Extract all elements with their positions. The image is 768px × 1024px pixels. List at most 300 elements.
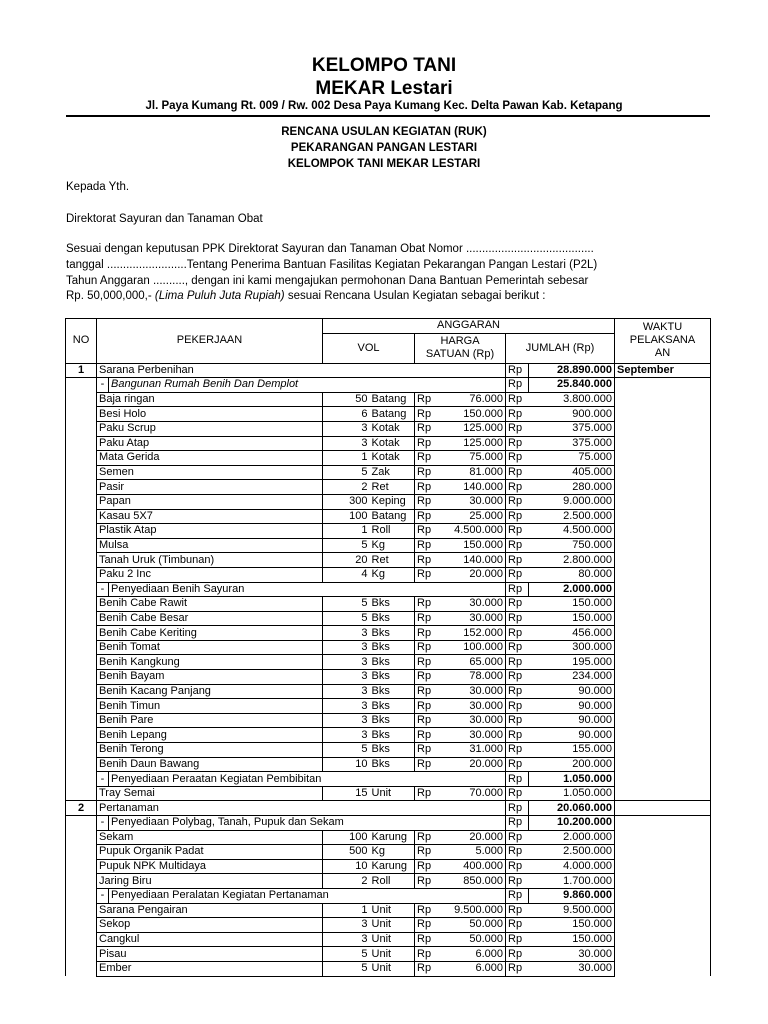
item-jumlah-rp: Rp (506, 757, 529, 772)
item-name: Benih Kacang Panjang (97, 684, 323, 699)
item-harga: 20.000 (438, 567, 506, 582)
item-vol: 5 (323, 465, 370, 480)
item-row (66, 757, 711, 772)
item-unit: Karung (370, 859, 415, 874)
item-jumlah-rp: Rp (506, 830, 529, 845)
item-harga-rp: Rp (415, 932, 438, 947)
item-harga-rp: Rp (415, 465, 438, 480)
para-closing: sesuai Rencana Usulan Kegiatan sebagai berikut : (287, 290, 546, 302)
item-unit: Bks (370, 670, 415, 685)
item-unit: Bks (370, 728, 415, 743)
no-cell-empty (66, 524, 97, 539)
item-jumlah-rp: Rp (506, 509, 529, 524)
item-harga-rp: Rp (415, 699, 438, 714)
item-jumlah-rp: Rp (506, 392, 529, 407)
item-harga: 125.000 (438, 421, 506, 436)
item-name: Baja ringan (97, 392, 323, 407)
item-harga: 30.000 (438, 494, 506, 509)
item-unit: Unit (370, 786, 415, 801)
letter-para-line3: Tahun Anggaran .........., dengan ini kami mengajukan permohonan Dana Bantuan Pemerintah sebesar (66, 275, 589, 287)
subsection-rp: Rp (506, 582, 529, 597)
subsection-rp: Rp (506, 378, 529, 393)
subsection-dash: - (97, 772, 109, 787)
item-jumlah-rp: Rp (506, 480, 529, 495)
waktu-cell-empty (615, 611, 711, 626)
waktu-cell-empty (615, 480, 711, 495)
item-row (66, 567, 711, 582)
item-unit: Batang (370, 392, 415, 407)
item-row (66, 830, 711, 845)
header-pekerjaan: PEKERJAAN (97, 319, 323, 364)
no-cell-empty (66, 626, 97, 641)
subsection-rp: Rp (506, 816, 529, 831)
item-name: Papan (97, 494, 323, 509)
item-name: Benih Timun (97, 699, 323, 714)
no-cell-empty (66, 480, 97, 495)
item-unit: Zak (370, 465, 415, 480)
header-harga (415, 333, 506, 363)
item-jumlah: 150.000 (529, 611, 615, 626)
subsection-name: Penyediaan Peralatan Kegiatan Pertanaman (109, 888, 506, 903)
item-jumlah-rp: Rp (506, 918, 529, 933)
item-row (66, 480, 711, 495)
item-jumlah: 90.000 (529, 684, 615, 699)
item-vol: 500 (323, 845, 370, 860)
item-harga: 50.000 (438, 918, 506, 933)
subsection-rp: Rp (506, 772, 529, 787)
item-harga: 140.000 (438, 480, 506, 495)
item-jumlah: 200.000 (529, 757, 615, 772)
item-harga-rp: Rp (415, 509, 438, 524)
item-jumlah-rp: Rp (506, 903, 529, 918)
waktu-cell-empty (615, 553, 711, 568)
item-unit: Unit (370, 903, 415, 918)
subsection-row (66, 816, 711, 831)
subsection-total: 25.840.000 (529, 378, 615, 393)
item-harga-rp: Rp (415, 567, 438, 582)
subsection-name: Penyediaan Polybag, Tanah, Pupuk dan Sekam (109, 816, 506, 831)
item-vol: 3 (323, 932, 370, 947)
item-harga: 125.000 (438, 436, 506, 451)
item-harga: 4.500.000 (438, 524, 506, 539)
no-cell-empty (66, 845, 97, 860)
item-row (66, 845, 711, 860)
item-jumlah-rp: Rp (506, 728, 529, 743)
waktu-cell-empty (615, 816, 711, 831)
item-name: Benih Cabe Rawit (97, 597, 323, 612)
item-name: Benih Tomat (97, 640, 323, 655)
item-harga: 78.000 (438, 670, 506, 685)
item-jumlah-rp: Rp (506, 699, 529, 714)
waktu-cell-empty (615, 888, 711, 903)
item-jumlah: 9.500.000 (529, 903, 615, 918)
item-harga: 140.000 (438, 553, 506, 568)
item-unit: Unit (370, 947, 415, 962)
item-harga: 20.000 (438, 757, 506, 772)
item-jumlah-rp: Rp (506, 713, 529, 728)
item-jumlah-rp: Rp (506, 407, 529, 422)
no-cell-empty (66, 436, 97, 451)
item-harga: 400.000 (438, 859, 506, 874)
item-name: Sarana Pengairan (97, 903, 323, 918)
item-jumlah-rp: Rp (506, 743, 529, 758)
item-row (66, 961, 711, 976)
section-total: 28.890.000 (529, 363, 615, 378)
waktu-cell-empty (615, 772, 711, 787)
subsection-rp: Rp (506, 888, 529, 903)
item-name: Pasir (97, 480, 323, 495)
item-harga-rp: Rp (415, 947, 438, 962)
item-row (66, 465, 711, 480)
item-name: Benih Cabe Besar (97, 611, 323, 626)
item-jumlah-rp: Rp (506, 626, 529, 641)
item-name: Tray Semai (97, 786, 323, 801)
waktu-cell-empty (615, 874, 711, 889)
no-cell-empty (66, 538, 97, 553)
item-harga: 20.000 (438, 830, 506, 845)
item-unit: Batang (370, 407, 415, 422)
waktu-cell-empty (615, 407, 711, 422)
waktu-cell-empty (615, 670, 711, 685)
item-jumlah-rp: Rp (506, 567, 529, 582)
item-name: Tanah Uruk (Timbunan) (97, 553, 323, 568)
item-vol: 15 (323, 786, 370, 801)
item-vol: 2 (323, 480, 370, 495)
item-vol: 1 (323, 524, 370, 539)
letter-recipient: Direktorat Sayuran dan Tanaman Obat (66, 213, 263, 225)
waktu-cell-empty (615, 378, 711, 393)
waktu-cell-empty (615, 626, 711, 641)
item-harga: 30.000 (438, 699, 506, 714)
no-cell-empty (66, 859, 97, 874)
item-row (66, 494, 711, 509)
item-jumlah: 405.000 (529, 465, 615, 480)
item-harga-rp: Rp (415, 918, 438, 933)
no-cell-empty (66, 932, 97, 947)
letter-greeting: Kepada Yth. (66, 181, 130, 193)
item-row (66, 597, 711, 612)
item-harga-rp: Rp (415, 392, 438, 407)
section-name: Pertanaman (97, 801, 506, 816)
no-cell-empty (66, 743, 97, 758)
waktu-cell-empty (615, 524, 711, 539)
table-body (66, 319, 711, 977)
item-unit: Bks (370, 757, 415, 772)
item-jumlah-rp: Rp (506, 597, 529, 612)
item-name: Benih Lepang (97, 728, 323, 743)
item-row (66, 947, 711, 962)
no-cell-empty (66, 772, 97, 787)
item-row (66, 553, 711, 568)
no-cell-empty (66, 757, 97, 772)
item-jumlah: 195.000 (529, 655, 615, 670)
org-address: Jl. Paya Kumang Rt. 009 / Rw. 002 Desa Paya Kumang Kec. Delta Pawan Kab. Ketapang (145, 100, 623, 112)
item-harga-rp: Rp (415, 480, 438, 495)
no-cell-empty (66, 888, 97, 903)
item-jumlah: 1.050.000 (529, 786, 615, 801)
item-harga-rp: Rp (415, 684, 438, 699)
item-unit: Unit (370, 961, 415, 976)
item-harga-rp: Rp (415, 640, 438, 655)
amount-words: (Lima Puluh Juta Rupiah) (154, 290, 285, 302)
subsection-row (66, 772, 711, 787)
item-name: Besi Holo (97, 407, 323, 422)
item-unit: Kotak (370, 421, 415, 436)
item-name: Sekop (97, 918, 323, 933)
item-harga: 76.000 (438, 392, 506, 407)
waktu-cell-empty (615, 947, 711, 962)
item-jumlah: 234.000 (529, 670, 615, 685)
item-harga: 81.000 (438, 465, 506, 480)
no-cell-empty (66, 699, 97, 714)
no-cell-empty (66, 494, 97, 509)
waktu-cell-empty (615, 757, 711, 772)
item-harga: 31.000 (438, 743, 506, 758)
subsection-total: 10.200.000 (529, 816, 615, 831)
item-row (66, 859, 711, 874)
item-harga-rp: Rp (415, 757, 438, 772)
item-jumlah-rp: Rp (506, 947, 529, 962)
item-unit: Bks (370, 626, 415, 641)
no-cell-empty (66, 407, 97, 422)
waktu-cell-empty (615, 567, 711, 582)
item-jumlah-rp: Rp (506, 465, 529, 480)
item-harga-rp: Rp (415, 903, 438, 918)
item-vol: 100 (323, 830, 370, 845)
item-name: Plastik Atap (97, 524, 323, 539)
item-jumlah: 1.700.000 (529, 874, 615, 889)
item-row (66, 728, 711, 743)
item-row (66, 684, 711, 699)
item-name: Benih Kangkung (97, 655, 323, 670)
item-unit: Ret (370, 480, 415, 495)
item-row (66, 640, 711, 655)
waktu-cell-empty (615, 743, 711, 758)
item-vol: 5 (323, 611, 370, 626)
waktu-cell-empty (615, 465, 711, 480)
item-vol: 5 (323, 538, 370, 553)
section-rp: Rp (506, 363, 529, 378)
item-unit: Roll (370, 874, 415, 889)
item-harga: 152.000 (438, 626, 506, 641)
item-unit: Ret (370, 553, 415, 568)
item-jumlah-rp: Rp (506, 436, 529, 451)
item-jumlah-rp: Rp (506, 961, 529, 976)
header-no: NO (66, 319, 97, 364)
item-name: Pupuk Organik Padat (97, 845, 323, 860)
item-jumlah: 30.000 (529, 961, 615, 976)
item-vol: 3 (323, 670, 370, 685)
item-jumlah: 280.000 (529, 480, 615, 495)
item-vol: 3 (323, 436, 370, 451)
no-cell-empty (66, 903, 97, 918)
item-unit: Kg (370, 567, 415, 582)
no-cell-empty (66, 597, 97, 612)
item-jumlah: 90.000 (529, 699, 615, 714)
subsection-name: Bangunan Rumah Benih Dan Demplot (109, 378, 506, 393)
item-harga: 6.000 (438, 961, 506, 976)
no-cell-empty (66, 947, 97, 962)
subsection-dash: - (97, 582, 109, 597)
header-anggaran: ANGGARAN (323, 319, 615, 334)
item-harga-rp: Rp (415, 407, 438, 422)
waktu-cell-empty (615, 392, 711, 407)
waktu-cell-empty (615, 728, 711, 743)
subsection-total: 2.000.000 (529, 582, 615, 597)
subsection-name: Penyediaan Benih Sayuran (109, 582, 506, 597)
item-jumlah: 375.000 (529, 436, 615, 451)
item-harga-rp: Rp (415, 786, 438, 801)
waktu-cell-empty (615, 582, 711, 597)
item-harga-rp: Rp (415, 494, 438, 509)
item-harga-rp: Rp (415, 728, 438, 743)
item-jumlah-rp: Rp (506, 786, 529, 801)
section-waktu: September (615, 363, 711, 378)
letter-para-line1: Sesuai dengan keputusan PPK Direktorat Sayuran dan Tanaman Obat Nomor ........................................ (66, 243, 594, 255)
item-row (66, 538, 711, 553)
item-name: Mulsa (97, 538, 323, 553)
item-jumlah: 80.000 (529, 567, 615, 582)
item-jumlah: 75.000 (529, 451, 615, 466)
item-row (66, 713, 711, 728)
waktu-cell-empty (615, 713, 711, 728)
item-harga-rp: Rp (415, 859, 438, 874)
item-jumlah: 750.000 (529, 538, 615, 553)
item-jumlah: 150.000 (529, 918, 615, 933)
no-cell-empty (66, 684, 97, 699)
item-harga-rp: Rp (415, 421, 438, 436)
item-vol: 1 (323, 903, 370, 918)
item-unit: Kg (370, 538, 415, 553)
item-vol: 300 (323, 494, 370, 509)
subsection-total: 9.860.000 (529, 888, 615, 903)
doc-title-line1: RENCANA USULAN KEGIATAN (RUK) (281, 126, 487, 138)
item-vol: 10 (323, 859, 370, 874)
item-harga-rp: Rp (415, 436, 438, 451)
item-harga: 9.500.000 (438, 903, 506, 918)
item-vol: 3 (323, 626, 370, 641)
item-unit: Unit (370, 918, 415, 933)
item-harga: 25.000 (438, 509, 506, 524)
item-harga-rp: Rp (415, 538, 438, 553)
item-jumlah: 30.000 (529, 947, 615, 962)
no-cell-empty (66, 874, 97, 889)
waktu-cell-empty (615, 845, 711, 860)
no-cell-empty (66, 816, 97, 831)
subsection-row (66, 888, 711, 903)
item-row (66, 509, 711, 524)
item-unit: Bks (370, 699, 415, 714)
no-cell-empty (66, 611, 97, 626)
section-row (66, 801, 711, 816)
item-unit: Batang (370, 509, 415, 524)
item-jumlah: 9.000.000 (529, 494, 615, 509)
item-jumlah-rp: Rp (506, 670, 529, 685)
item-name: Jaring Biru (97, 874, 323, 889)
no-cell-empty (66, 728, 97, 743)
item-harga: 30.000 (438, 728, 506, 743)
item-row (66, 436, 711, 451)
waktu-cell-empty (615, 786, 711, 801)
item-harga: 6.000 (438, 947, 506, 962)
item-name: Benih Pare (97, 713, 323, 728)
item-unit: Keping (370, 494, 415, 509)
item-harga-rp: Rp (415, 626, 438, 641)
item-vol: 6 (323, 407, 370, 422)
no-cell-empty (66, 640, 97, 655)
subsection-row (66, 378, 711, 393)
item-jumlah: 4.000.000 (529, 859, 615, 874)
item-jumlah: 456.000 (529, 626, 615, 641)
item-unit: Kotak (370, 451, 415, 466)
item-jumlah: 90.000 (529, 728, 615, 743)
item-vol: 3 (323, 699, 370, 714)
item-name: Paku 2 Inc (97, 567, 323, 582)
item-name: Benih Terong (97, 743, 323, 758)
item-name: Benih Bayam (97, 670, 323, 685)
item-name: Pisau (97, 947, 323, 962)
item-jumlah: 155.000 (529, 743, 615, 758)
ruk-budget-table (65, 318, 711, 977)
item-row (66, 903, 711, 918)
item-unit: Roll (370, 524, 415, 539)
no-cell-empty (66, 961, 97, 976)
item-vol: 5 (323, 597, 370, 612)
item-harga-rp: Rp (415, 845, 438, 860)
item-name: Sekam (97, 830, 323, 845)
item-jumlah-rp: Rp (506, 655, 529, 670)
doc-title-line2: PEKARANGAN PANGAN LESTARI (290, 142, 478, 154)
item-jumlah: 150.000 (529, 932, 615, 947)
item-jumlah: 4.500.000 (529, 524, 615, 539)
item-harga-rp: Rp (415, 743, 438, 758)
item-jumlah-rp: Rp (506, 524, 529, 539)
item-harga: 30.000 (438, 684, 506, 699)
waktu-cell-empty (615, 699, 711, 714)
item-name: Kasau 5X7 (97, 509, 323, 524)
no-cell-empty (66, 553, 97, 568)
no-cell-empty (66, 392, 97, 407)
item-jumlah: 2.500.000 (529, 509, 615, 524)
item-jumlah: 150.000 (529, 597, 615, 612)
letter-para-line2: tanggal .........................Tentang Penerima Bantuan Fasilitas Kegiatan Pekarangan Pangan Lestari (P2L) (66, 259, 598, 271)
waktu-cell-empty (615, 421, 711, 436)
item-name: Pupuk NPK Multidaya (97, 859, 323, 874)
item-row (66, 451, 711, 466)
no-cell-empty (66, 582, 97, 597)
item-vol: 10 (323, 757, 370, 772)
item-vol: 5 (323, 947, 370, 962)
item-jumlah-rp: Rp (506, 859, 529, 874)
section-no: 1 (66, 363, 97, 378)
item-unit: Bks (370, 597, 415, 612)
waktu-cell-empty (615, 509, 711, 524)
item-harga: 5.000 (438, 845, 506, 860)
no-cell-empty (66, 918, 97, 933)
item-unit: Bks (370, 713, 415, 728)
item-harga: 100.000 (438, 640, 506, 655)
item-harga-rp: Rp (415, 524, 438, 539)
waktu-cell-empty (615, 494, 711, 509)
item-jumlah-rp: Rp (506, 640, 529, 655)
item-row (66, 743, 711, 758)
item-harga-rp: Rp (415, 655, 438, 670)
item-harga-rp: Rp (415, 830, 438, 845)
subsection-dash: - (97, 888, 109, 903)
item-jumlah-rp: Rp (506, 684, 529, 699)
org-name-line1: KELOMPO TANI (311, 55, 457, 76)
waktu-cell-empty (615, 903, 711, 918)
